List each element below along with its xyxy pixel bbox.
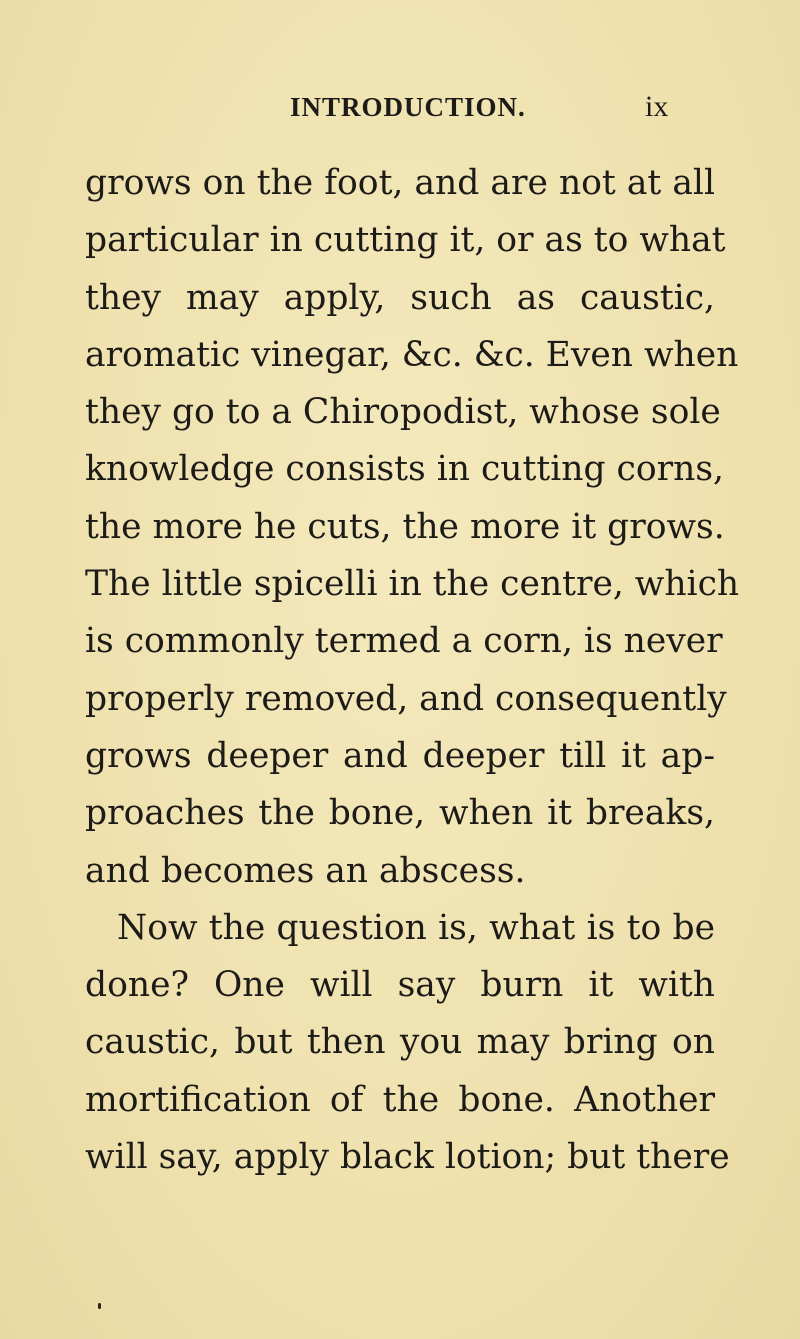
text-line: caustic, but then you may bring on (85, 1022, 715, 1063)
text-line: the more he cuts, the more it grows. (85, 506, 725, 547)
text-line: mortification of the bone. Another (85, 1079, 715, 1120)
text-line: and becomes an abscess. (85, 850, 526, 891)
text-line: particular in cutting it, or as to what (85, 220, 726, 261)
running-title: INTRODUCTION. (290, 92, 526, 122)
text-line: grows on the foot, and are not at all (85, 163, 715, 203)
ink-speck (98, 1303, 101, 1309)
text-line: grows deeper and deeper till it ap- (85, 735, 715, 776)
text-line: aromatic vinegar, &c. &c. Even when (85, 334, 739, 375)
text-line: The little spicelli in the centre, which (85, 564, 740, 605)
text-line: Now the question is, what is to be (117, 907, 715, 948)
text-line: will say, apply black lotion; but there (85, 1137, 730, 1178)
text-line: proaches the bone, when it breaks, (85, 793, 715, 834)
text-line: done? One will say burn it with (85, 965, 715, 1006)
text-line: they go to a Chiropodist, whose sole (85, 392, 721, 433)
text-line: properly removed, and consequently (85, 678, 727, 719)
text-line: knowledge consists in cutting corns, (85, 449, 724, 490)
text-line: they may apply, such as caustic, (85, 277, 715, 318)
page-number: ix (645, 90, 669, 123)
body-text (85, 155, 740, 1186)
text-line: is commonly termed a corn, is never (85, 621, 723, 662)
running-head (290, 92, 690, 132)
